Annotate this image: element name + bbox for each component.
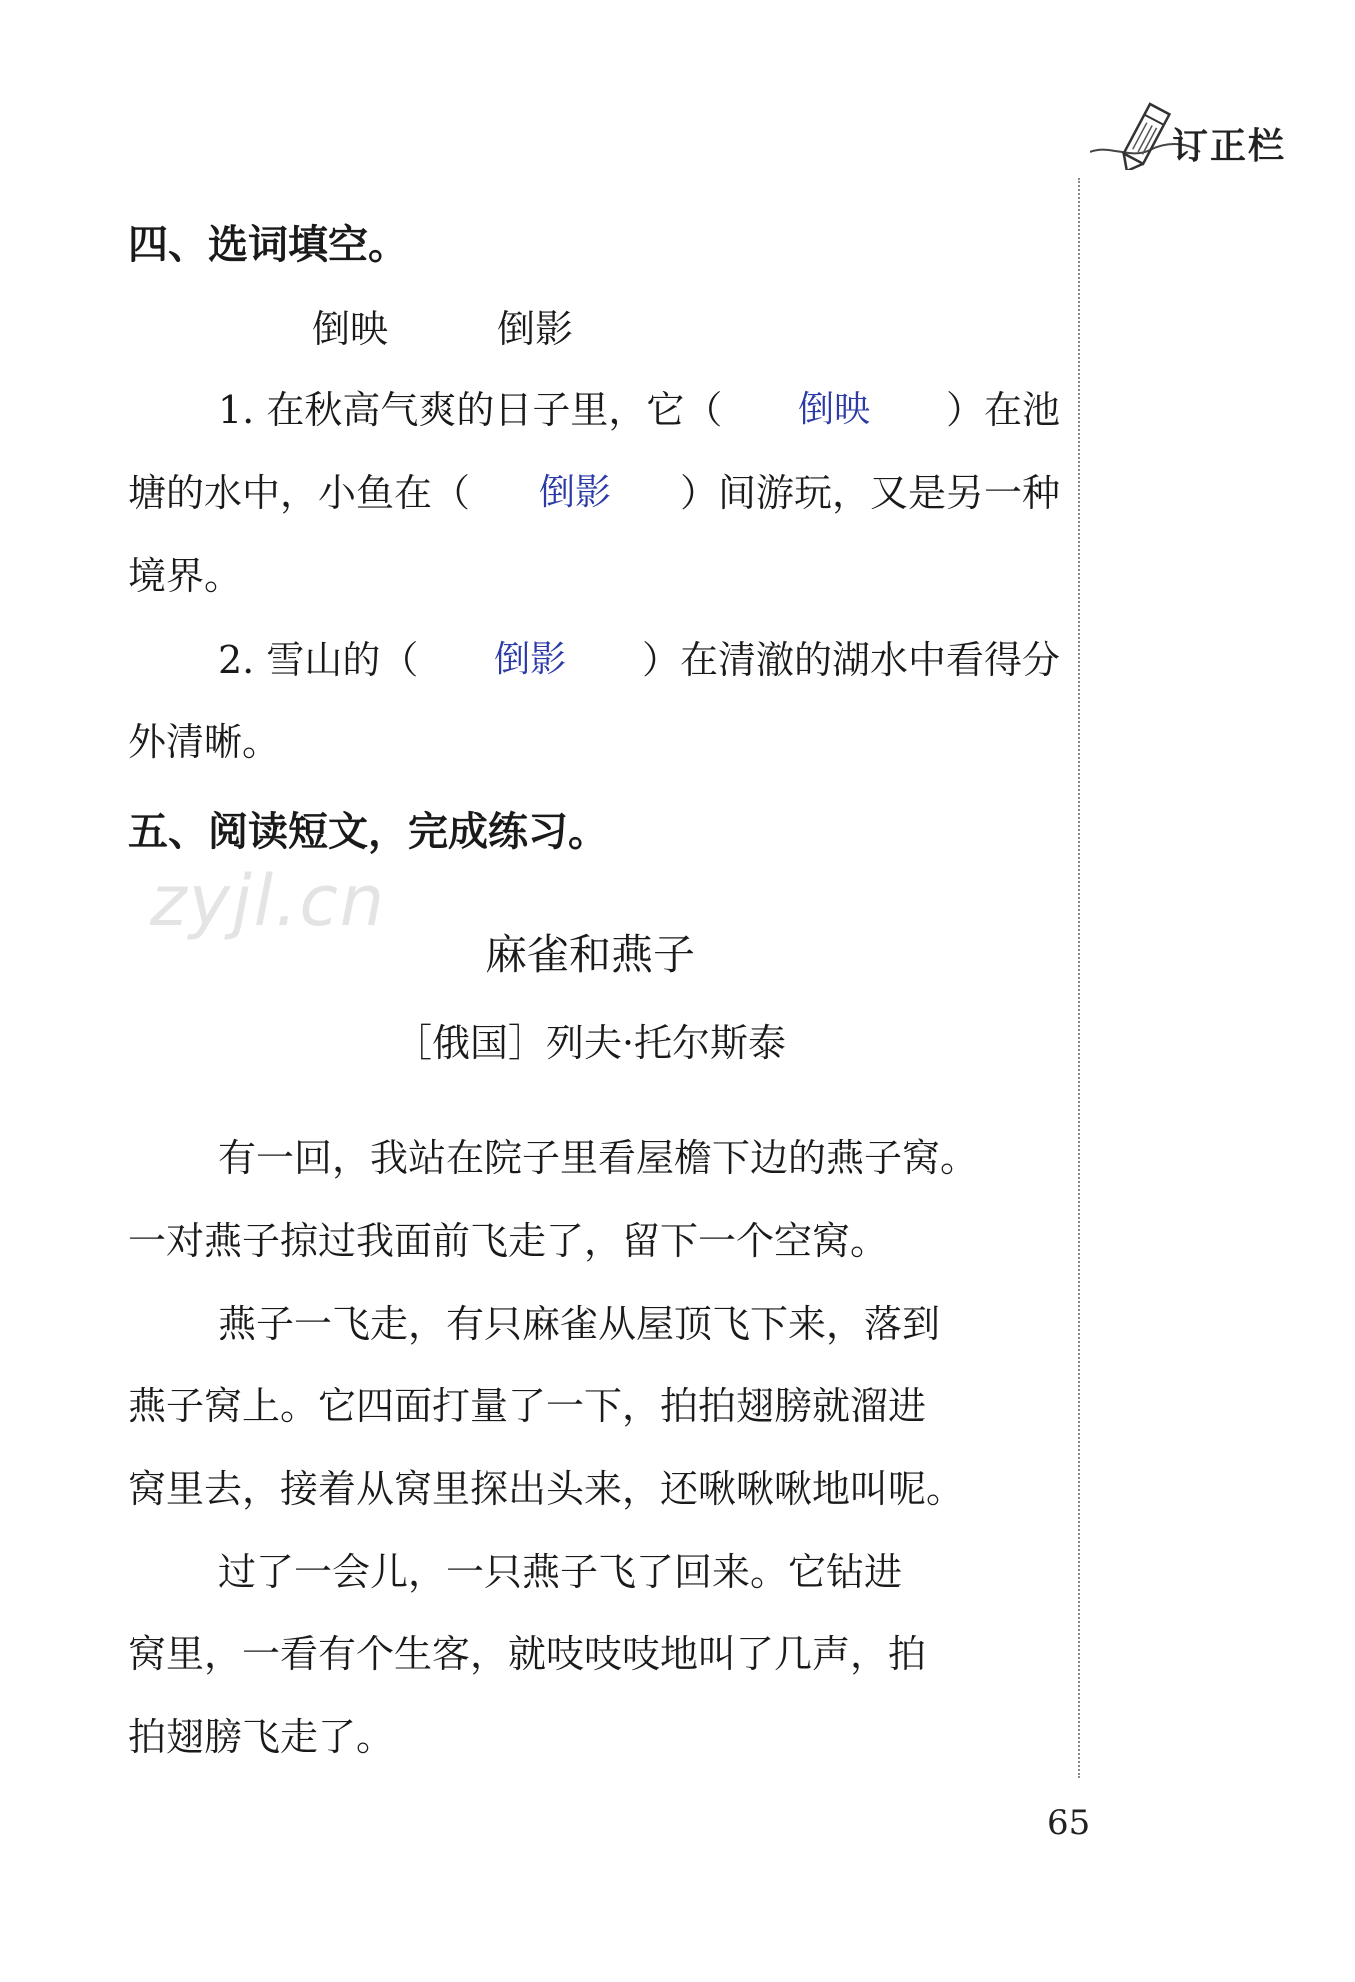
paragraph-line: 窝里，一看有个生客，就吱吱吱地叫了几声，拍 (128, 1632, 927, 1676)
paragraph-line: 拍翅膀飞走了。 (128, 1715, 395, 1759)
page-number: 65 (1047, 1803, 1091, 1843)
q2-line-2: 外清晰。 (128, 720, 281, 764)
q2-line-1 (218, 634, 1060, 686)
story-title: 麻雀和燕子 (484, 930, 695, 979)
q1-line-1 (218, 384, 1060, 436)
word-bank-item: 倒映 (312, 307, 389, 351)
word-bank-item: 倒影 (497, 307, 574, 351)
section-4-heading: 四、选词填空。 (128, 222, 408, 268)
q2-text-after-blank: ）在清澈的湖水中看得分 (641, 638, 1060, 682)
paragraph-line: 窝里去，接着从窝里探出头来，还啾啾啾地叫呢。 (128, 1467, 965, 1511)
q1-text-before-blank-2: 塘的水中，小鱼在（ (128, 471, 471, 515)
watermark: zyjl.cn (150, 860, 387, 942)
q1-answer-1: 倒映 (798, 389, 871, 430)
q1-line-3: 境界。 (128, 554, 243, 598)
q1-line-2 (128, 467, 1060, 519)
paragraph-line: 燕子窝上。它四面打量了一下，拍拍翅膀就溜进 (128, 1384, 927, 1428)
q1-text-after-blank-1: ）在池 (945, 388, 1060, 432)
q1-answer-2: 倒影 (538, 472, 611, 513)
story-author: ［俄国］列夫·托尔斯泰 (393, 1021, 787, 1065)
q1-text-after-blank-2: ）间游玩，又是另一种 (679, 471, 1060, 515)
paragraph-line: 过了一会儿，一只燕子飞了回来。它钻进 (218, 1550, 903, 1594)
paragraph-line: 一对燕子掠过我面前飞走了，留下一个空窝。 (128, 1219, 889, 1263)
correction-column-label: 订正栏 (1172, 126, 1287, 167)
q2-text-before-blank: 2. 雪山的（ (218, 638, 419, 682)
section-5-heading: 五、阅读短文，完成练习。 (128, 809, 608, 855)
q1-text-before-blank-1: 1. 在秋高气爽的日子里，它（ (218, 388, 723, 432)
paragraph-line: 有一回，我站在院子里看屋檐下边的燕子窝。 (218, 1136, 979, 1180)
q2-answer: 倒影 (494, 639, 567, 680)
paragraph-line: 燕子一飞走，有只麻雀从屋顶飞下来，落到 (218, 1302, 941, 1346)
